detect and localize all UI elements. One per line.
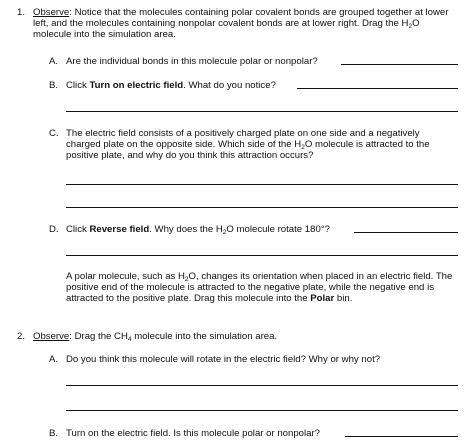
polar-molecule-note: A polar molecule, such as $H_2O$, changes its orientation when placed in an electric field. The positive end of the molecule is attracted to the negative plate, while the negative end is attracted to the positive plate. Drag this molecule into the Polar bin. — [66, 271, 453, 304]
q1d-answer-line-1[interactable] — [354, 232, 458, 233]
question-1-intro: Observe: Notice that the molecules containing polar covalent bonds are grouped together at lower left, and the molecules containing nonpolar covalent bonds are at lower right. Drag the $H_2O$ molecule into the simulation area. — [33, 7, 449, 40]
q1a-answer-line[interactable] — [341, 64, 458, 65]
q1a-letter: A. — [49, 56, 59, 67]
q1c-letter: C. — [49, 128, 59, 139]
observe-heading-2: Observe — [33, 331, 70, 342]
question-2-number: 2. — [17, 331, 26, 342]
q1c-text: The electric field consists of a positively charged plate on one side and a negatively charged plate on the opposite side. Which side of the $H_2O$ molecule is attracted to the positive plate, and why do you think this attraction occurs? — [66, 128, 430, 161]
q1d-answer-line-2[interactable] — [66, 255, 458, 256]
q1b-text: Click Turn on electric field. What do you notice? — [66, 80, 276, 91]
q2a-letter: A. — [49, 354, 59, 365]
q2b-letter: B. — [49, 428, 59, 439]
q1b-answer-line-1[interactable] — [297, 88, 458, 89]
q1c-answer-line-1[interactable] — [66, 184, 458, 185]
q1c-answer-line-2[interactable] — [66, 207, 458, 208]
q2a-text: Do you think this molecule will rotate in the electric field? Why or why not? — [66, 354, 381, 365]
q2b-answer-line[interactable] — [345, 436, 458, 437]
q1b-answer-line-2[interactable] — [66, 111, 458, 112]
q1d-text: Click Reverse field. Why does the $H_2O$ molecule rotate 180°? — [66, 224, 330, 236]
question-2-intro: Observe: Drag the $CH_4$ molecule into the simulation area. — [33, 331, 278, 343]
observe-heading: Observe — [33, 7, 70, 18]
q2a-answer-line-1[interactable] — [66, 385, 458, 386]
q1d-letter: D. — [49, 224, 59, 235]
q2b-text: Turn on the electric field. Is this molecule polar or nonpolar? — [66, 428, 321, 439]
q2a-answer-line-2[interactable] — [66, 410, 458, 411]
question-1-number: 1. — [17, 7, 26, 18]
q1b-letter: B. — [49, 80, 59, 91]
q1a-text: Are the individual bonds in this molecule polar or nonpolar? — [66, 56, 318, 67]
